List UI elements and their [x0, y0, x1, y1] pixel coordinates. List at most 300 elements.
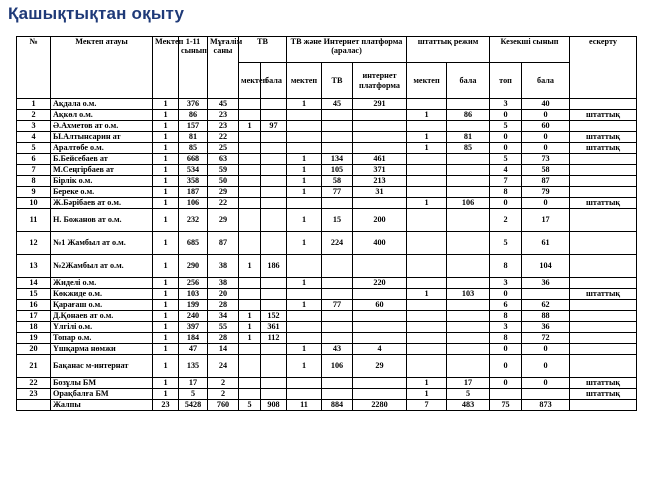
row-num: 22	[17, 378, 51, 389]
row-tv-school	[239, 187, 261, 198]
row-pupils: 685	[179, 232, 208, 255]
row-pupils: 86	[179, 110, 208, 121]
row-duty-child: 0	[522, 143, 570, 154]
row-mix-tv	[322, 110, 353, 121]
row-staff-child	[447, 333, 490, 344]
row-school-name: №2Жамбыл ат о.м.	[51, 255, 153, 278]
table-row	[17, 99, 637, 110]
row-num: 16	[17, 300, 51, 311]
row-tv-school	[239, 154, 261, 165]
table-body	[17, 99, 637, 400]
row-staff-child	[447, 176, 490, 187]
row-pupils: 256	[179, 278, 208, 289]
row-mix-tv: 134	[322, 154, 353, 165]
row-note	[570, 278, 637, 289]
row-duty-child: 0	[522, 378, 570, 389]
row-teachers: 22	[208, 132, 239, 143]
row-duty-child: 36	[522, 278, 570, 289]
row-mix-internet: 400	[353, 232, 407, 255]
row-num: 15	[17, 289, 51, 300]
row-mix-school: 1	[287, 154, 322, 165]
row-pupils: 157	[179, 121, 208, 132]
row-staff-school	[407, 333, 447, 344]
row-staff-school: 1	[407, 110, 447, 121]
row-tv-school: 1	[239, 322, 261, 333]
table-row	[17, 165, 637, 176]
table-row	[17, 121, 637, 132]
table-row	[17, 198, 637, 209]
row-tv-child	[261, 355, 287, 378]
header-duty-group: топ	[490, 63, 522, 99]
row-schools: 1	[153, 198, 179, 209]
header-mix-school: мектеп	[287, 63, 322, 99]
row-schools: 1	[153, 300, 179, 311]
row-note: штаттық	[570, 132, 637, 143]
row-tv-child	[261, 278, 287, 289]
row-staff-child	[447, 187, 490, 198]
row-note	[570, 121, 637, 132]
row-school-name: Д.Қонаев ат о.м.	[51, 311, 153, 322]
row-tv-school: 1	[239, 333, 261, 344]
row-duty-group: 3	[490, 278, 522, 289]
row-schools: 1	[153, 209, 179, 232]
row-duty-group: 0	[490, 289, 522, 300]
row-schools: 1	[153, 132, 179, 143]
header-tv-child: бала	[261, 63, 287, 99]
row-duty-group: 5	[490, 232, 522, 255]
row-mix-tv: 45	[322, 99, 353, 110]
row-pupils: 397	[179, 322, 208, 333]
row-tv-school	[239, 289, 261, 300]
row-mix-tv	[322, 289, 353, 300]
row-duty-group: 4	[490, 165, 522, 176]
table-row	[17, 289, 637, 300]
row-school-name: Қарағаш о.м.	[51, 300, 153, 311]
row-staff-child	[447, 99, 490, 110]
table-row	[17, 143, 637, 154]
row-schools: 1	[153, 143, 179, 154]
header-tv-school: мектеп	[239, 63, 261, 99]
row-mix-school	[287, 322, 322, 333]
row-duty-child: 0	[522, 110, 570, 121]
row-num: 2	[17, 110, 51, 121]
row-mix-school: 1	[287, 209, 322, 232]
row-num: 5	[17, 143, 51, 154]
row-staff-child	[447, 311, 490, 322]
row-mix-internet: 200	[353, 209, 407, 232]
row-schools: 1	[153, 278, 179, 289]
row-school-name: Ақдала о.м.	[51, 99, 153, 110]
row-mix-tv	[322, 311, 353, 322]
row-mix-internet	[353, 255, 407, 278]
row-mix-school	[287, 121, 322, 132]
row-staff-child: 85	[447, 143, 490, 154]
table-row	[17, 255, 637, 278]
row-teachers: 28	[208, 300, 239, 311]
row-teachers: 63	[208, 154, 239, 165]
row-teachers: 29	[208, 209, 239, 232]
row-mix-internet	[353, 322, 407, 333]
row-staff-child	[447, 322, 490, 333]
row-staff-school: 1	[407, 132, 447, 143]
row-duty-group: 0	[490, 344, 522, 355]
table-row	[17, 110, 637, 121]
row-tv-child: 112	[261, 333, 287, 344]
row-schools: 1	[153, 333, 179, 344]
row-duty-group: 2	[490, 209, 522, 232]
row-staff-school	[407, 99, 447, 110]
total-mix-tv: 884	[322, 400, 353, 411]
row-teachers: 50	[208, 176, 239, 187]
row-tv-school	[239, 110, 261, 121]
row-schools: 1	[153, 311, 179, 322]
table-row	[17, 322, 637, 333]
row-school-name: Н. Божанов ат о.м.	[51, 209, 153, 232]
row-tv-child	[261, 187, 287, 198]
row-num: 13	[17, 255, 51, 278]
row-staff-school	[407, 165, 447, 176]
row-mix-internet	[353, 143, 407, 154]
header-tv-internet: ТВ және Интернет платформа (аралас)	[287, 37, 407, 63]
row-staff-child	[447, 278, 490, 289]
row-pupils: 184	[179, 333, 208, 344]
row-pupils: 534	[179, 165, 208, 176]
row-mix-internet: 213	[353, 176, 407, 187]
row-teachers: 20	[208, 289, 239, 300]
row-duty-group: 8	[490, 187, 522, 198]
row-teachers: 59	[208, 165, 239, 176]
row-teachers: 22	[208, 198, 239, 209]
row-mix-internet	[353, 311, 407, 322]
row-tv-school	[239, 198, 261, 209]
row-mix-internet: 220	[353, 278, 407, 289]
header-staff-school: мектеп	[407, 63, 447, 99]
row-schools: 1	[153, 389, 179, 400]
row-staff-child	[447, 121, 490, 132]
row-duty-group	[490, 389, 522, 400]
row-mix-internet	[353, 198, 407, 209]
total-staff-school: 7	[407, 400, 447, 411]
row-mix-tv	[322, 333, 353, 344]
row-num: 3	[17, 121, 51, 132]
row-teachers: 28	[208, 333, 239, 344]
row-tv-child: 361	[261, 322, 287, 333]
total-mix-school: 11	[287, 400, 322, 411]
row-staff-school	[407, 278, 447, 289]
row-tv-child	[261, 165, 287, 176]
row-duty-child: 60	[522, 121, 570, 132]
row-mix-internet: 461	[353, 154, 407, 165]
row-mix-internet	[353, 333, 407, 344]
row-duty-group: 7	[490, 176, 522, 187]
row-mix-tv	[322, 143, 353, 154]
row-mix-internet	[353, 289, 407, 300]
row-mix-school	[287, 255, 322, 278]
row-pupils: 232	[179, 209, 208, 232]
total-pupils: 5428	[179, 400, 208, 411]
row-schools: 1	[153, 165, 179, 176]
row-mix-school: 1	[287, 165, 322, 176]
row-tv-child	[261, 344, 287, 355]
row-duty-child: 0	[522, 355, 570, 378]
row-note: штаттық	[570, 143, 637, 154]
row-mix-school	[287, 143, 322, 154]
row-mix-tv: 106	[322, 355, 353, 378]
row-school-name: Ә.Ахметов ат о.м.	[51, 121, 153, 132]
row-duty-child: 17	[522, 209, 570, 232]
row-teachers: 23	[208, 110, 239, 121]
row-tv-school	[239, 389, 261, 400]
row-mix-school: 1	[287, 99, 322, 110]
row-teachers: 14	[208, 344, 239, 355]
row-tv-child	[261, 209, 287, 232]
row-num: 14	[17, 278, 51, 289]
row-teachers: 29	[208, 187, 239, 198]
row-schools: 1	[153, 255, 179, 278]
row-note	[570, 333, 637, 344]
total-duty-child: 873	[522, 400, 570, 411]
row-mix-school	[287, 289, 322, 300]
row-mix-school	[287, 132, 322, 143]
row-tv-child: 186	[261, 255, 287, 278]
row-schools: 1	[153, 322, 179, 333]
row-duty-group: 6	[490, 300, 522, 311]
row-mix-internet	[353, 132, 407, 143]
row-note	[570, 300, 637, 311]
row-duty-group: 5	[490, 121, 522, 132]
total-staff-child: 483	[447, 400, 490, 411]
row-duty-group: 3	[490, 322, 522, 333]
table-row	[17, 344, 637, 355]
row-staff-school	[407, 344, 447, 355]
row-mix-school: 1	[287, 355, 322, 378]
row-mix-school: 1	[287, 344, 322, 355]
table-row	[17, 278, 637, 289]
row-mix-tv: 15	[322, 209, 353, 232]
row-staff-school: 1	[407, 289, 447, 300]
row-teachers: 23	[208, 121, 239, 132]
row-note	[570, 99, 637, 110]
table-row	[17, 355, 637, 378]
row-num: 20	[17, 344, 51, 355]
row-teachers: 55	[208, 322, 239, 333]
row-mix-school: 1	[287, 187, 322, 198]
row-school-name: Үшқарма нөмжи	[51, 344, 153, 355]
row-schools: 1	[153, 99, 179, 110]
row-mix-tv	[322, 278, 353, 289]
table-row	[17, 333, 637, 344]
row-staff-school	[407, 154, 447, 165]
row-staff-child	[447, 232, 490, 255]
row-staff-school: 1	[407, 389, 447, 400]
row-staff-child	[447, 209, 490, 232]
row-mix-school	[287, 333, 322, 344]
table-row	[17, 300, 637, 311]
header-duty-child: бала	[522, 63, 570, 99]
row-mix-tv	[322, 389, 353, 400]
row-note	[570, 165, 637, 176]
row-pupils: 103	[179, 289, 208, 300]
row-schools: 1	[153, 176, 179, 187]
table-row	[17, 154, 637, 165]
row-duty-group: 0	[490, 198, 522, 209]
row-pupils: 106	[179, 198, 208, 209]
row-staff-child	[447, 344, 490, 355]
row-num: 11	[17, 209, 51, 232]
row-num: 10	[17, 198, 51, 209]
total-num	[17, 400, 51, 411]
row-staff-child: 106	[447, 198, 490, 209]
row-mix-internet	[353, 110, 407, 121]
header-pupils: 1-11 сынып	[179, 37, 208, 99]
row-mix-school: 1	[287, 232, 322, 255]
row-pupils: 135	[179, 355, 208, 378]
row-tv-child	[261, 300, 287, 311]
row-tv-school	[239, 355, 261, 378]
row-staff-child: 86	[447, 110, 490, 121]
row-school-name: Береке о.м.	[51, 187, 153, 198]
row-tv-child	[261, 154, 287, 165]
row-schools: 1	[153, 344, 179, 355]
row-staff-school	[407, 300, 447, 311]
row-pupils: 668	[179, 154, 208, 165]
row-duty-child: 58	[522, 165, 570, 176]
row-pupils: 199	[179, 300, 208, 311]
header-schools: Мектеп	[153, 37, 179, 99]
distance-learning-table	[16, 36, 637, 411]
row-mix-internet: 60	[353, 300, 407, 311]
row-school-name: Бозұлы БМ	[51, 378, 153, 389]
row-note	[570, 209, 637, 232]
row-note	[570, 355, 637, 378]
row-mix-internet: 4	[353, 344, 407, 355]
row-teachers: 24	[208, 355, 239, 378]
row-staff-school	[407, 176, 447, 187]
row-mix-tv	[322, 121, 353, 132]
row-staff-school	[407, 355, 447, 378]
row-school-name: Топар о.м.	[51, 333, 153, 344]
row-tv-school: 1	[239, 311, 261, 322]
row-duty-group: 8	[490, 255, 522, 278]
row-duty-child: 0	[522, 198, 570, 209]
row-staff-child: 17	[447, 378, 490, 389]
row-staff-child: 5	[447, 389, 490, 400]
header-staff-child: бала	[447, 63, 490, 99]
header-staff-mode: штаттық режим	[407, 37, 490, 63]
row-duty-group: 0	[490, 132, 522, 143]
row-schools: 1	[153, 355, 179, 378]
row-note: штаттық	[570, 198, 637, 209]
row-duty-child: 79	[522, 187, 570, 198]
total-duty-group: 75	[490, 400, 522, 411]
row-note	[570, 154, 637, 165]
row-num: 19	[17, 333, 51, 344]
row-schools: 1	[153, 187, 179, 198]
row-tv-child: 152	[261, 311, 287, 322]
row-mix-internet	[353, 378, 407, 389]
table-row	[17, 378, 637, 389]
row-pupils: 358	[179, 176, 208, 187]
row-tv-child	[261, 143, 287, 154]
row-pupils: 17	[179, 378, 208, 389]
row-school-name: Б.Бейсебаев ат	[51, 154, 153, 165]
row-num: 7	[17, 165, 51, 176]
row-pupils: 85	[179, 143, 208, 154]
row-tv-child	[261, 198, 287, 209]
row-duty-child: 88	[522, 311, 570, 322]
row-duty-child	[522, 289, 570, 300]
row-staff-school	[407, 311, 447, 322]
row-tv-school	[239, 232, 261, 255]
row-school-name: Аралтөбе о.м.	[51, 143, 153, 154]
header-school-name: Мектеп атауы	[51, 37, 153, 99]
table-row	[17, 132, 637, 143]
row-staff-school	[407, 255, 447, 278]
row-mix-tv: 224	[322, 232, 353, 255]
row-staff-school	[407, 209, 447, 232]
row-mix-school	[287, 311, 322, 322]
row-tv-school	[239, 165, 261, 176]
row-tv-child	[261, 176, 287, 187]
row-staff-school: 1	[407, 143, 447, 154]
row-tv-school: 1	[239, 255, 261, 278]
row-mix-internet: 371	[353, 165, 407, 176]
row-note: штаттық	[570, 389, 637, 400]
row-schools: 1	[153, 121, 179, 132]
row-staff-school: 1	[407, 198, 447, 209]
row-mix-school	[287, 378, 322, 389]
row-duty-child: 87	[522, 176, 570, 187]
row-teachers: 25	[208, 143, 239, 154]
row-num: 4	[17, 132, 51, 143]
row-pupils: 240	[179, 311, 208, 322]
row-school-name: Ж.Бәрібаев ат о.м.	[51, 198, 153, 209]
row-mix-internet: 291	[353, 99, 407, 110]
row-num: 1	[17, 99, 51, 110]
row-teachers: 2	[208, 389, 239, 400]
row-tv-child	[261, 378, 287, 389]
row-duty-group: 8	[490, 333, 522, 344]
row-duty-group: 0	[490, 355, 522, 378]
row-mix-tv: 77	[322, 187, 353, 198]
row-duty-group: 0	[490, 378, 522, 389]
row-staff-school: 1	[407, 378, 447, 389]
total-label: Жалпы	[51, 400, 153, 411]
row-tv-school	[239, 378, 261, 389]
row-num: 18	[17, 322, 51, 333]
row-mix-tv: 43	[322, 344, 353, 355]
row-duty-group: 5	[490, 154, 522, 165]
table-row	[17, 389, 637, 400]
row-mix-school: 1	[287, 278, 322, 289]
row-note	[570, 344, 637, 355]
page-title: Қашықтықтан оқыту	[8, 4, 185, 23]
row-staff-child	[447, 154, 490, 165]
row-mix-tv	[322, 322, 353, 333]
row-num: 23	[17, 389, 51, 400]
row-duty-child: 0	[522, 344, 570, 355]
row-tv-child	[261, 99, 287, 110]
row-tv-school	[239, 300, 261, 311]
row-note	[570, 322, 637, 333]
row-schools: 1	[153, 289, 179, 300]
table-row	[17, 311, 637, 322]
row-school-name: Орақбалға БМ	[51, 389, 153, 400]
row-pupils: 187	[179, 187, 208, 198]
row-note: штаттық	[570, 110, 637, 121]
row-duty-child: 72	[522, 333, 570, 344]
row-tv-child: 97	[261, 121, 287, 132]
